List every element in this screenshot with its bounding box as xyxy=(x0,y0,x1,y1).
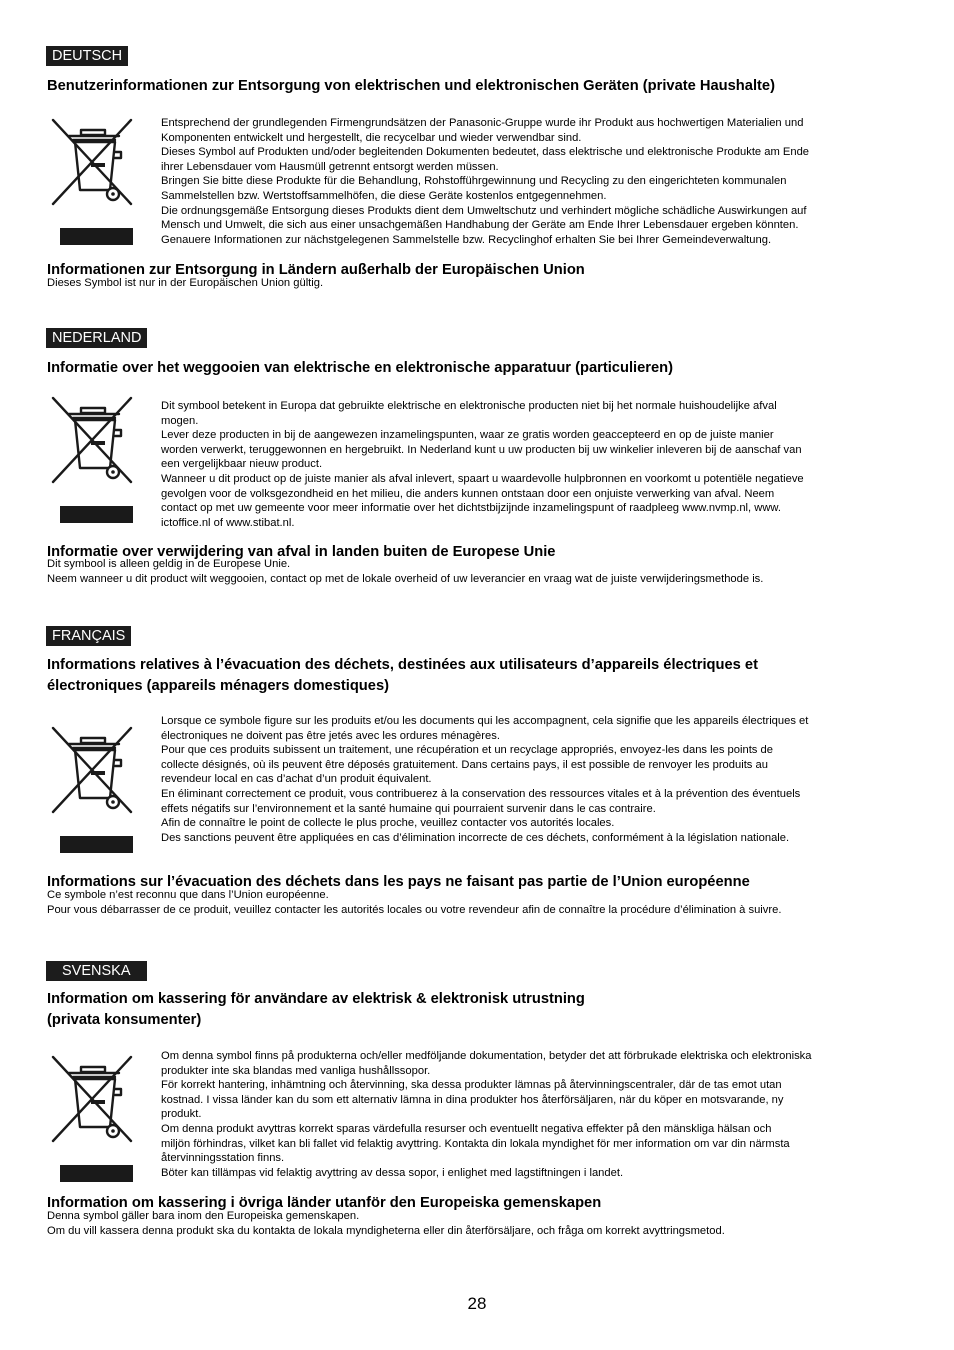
subsection-line: Dieses Symbol ist nur in der Europäischen Union gültig. xyxy=(47,277,324,289)
body-line: ictoffice.nl of www.stibat.nl. xyxy=(161,516,295,529)
body-line: ihrer Lebensdauer vom Hausmüll getrennt entsorgt werden müssen. xyxy=(161,160,499,173)
body-line: Genauere Informationen zur nächstgelegenen Sammelstelle bzw. Recyclinghof erhalten Sie bei Ihrer Gemeindeverwaltung. xyxy=(161,233,772,246)
subsection-line: Dit symbool is alleen geldig in de Europese Unie. xyxy=(47,558,291,570)
subsection-line: Denna symbol gäller bara inom den Europeiska gemenskapen. xyxy=(47,1210,360,1222)
section-title xyxy=(47,76,907,97)
body-line: collecte désignés, où ils peuvent être déposés gratuitement. Dans certains pays, il est possible de renvoyer les produits au xyxy=(161,758,768,771)
subsection-title: Information om kassering i övriga länder utanför den Europeiska gemenskapen xyxy=(47,1195,602,1211)
body-line: Pour que ces produits subissent un traitement, une récupération et un recyclage appropriés, envoyez-les dans les points de xyxy=(161,744,773,757)
body-line: Böter kan tillämpas vid felaktig avyttring av dessa sopor, i enlighet med lagstiftningen i landet. xyxy=(161,1166,624,1179)
section-body xyxy=(161,116,911,247)
section-body xyxy=(161,1049,911,1180)
subsection-line: Neem wanneer u dit product wilt weggooien, contact op met de lokale overheid of uw leverancier en vraag wat de juiste verwijderingsmethode is. xyxy=(47,572,764,585)
body-line: revendeur local en cas d’achat d’un produit équivalent. xyxy=(161,773,432,786)
body-line: effets négatifs sur l’environnement et la santé humaine qui pourraient survenir dans le cas contraire. xyxy=(161,802,656,815)
body-line: Bringen Sie bitte diese Produkte für die Behandlung, Rohstofführgewinnung und Recycling zu den eingerichteten kommunalen xyxy=(161,175,787,188)
section-title-line: Informations relatives à l’évacuation des déchets, destinées aux utilisateurs d’appareils électriques et xyxy=(47,657,758,673)
subsection-line: Om du vill kassera denna produkt ska du kontakta de lokala myndigheterna eller din återförsäljare, och fråga om korrekt avyttringsmetod. xyxy=(47,1224,725,1237)
body-line: Entsprechend der grundlegenden Firmengrundsätzen der Panasonic-Gruppe wurde ihr Produkt aus hochwertigen Materialien und xyxy=(161,117,804,129)
language-tab: FRANÇAIS xyxy=(46,626,131,646)
subsection-line: Ce symbole n’est reconnu que dans l’Union européenne. xyxy=(47,889,329,901)
crossed-out-wheelie-bin-icon xyxy=(47,114,139,246)
language-tab: NEDERLAND xyxy=(46,328,147,348)
subsection-line: Pour vous débarrasser de ce produit, veuillez contacter les autorités locales ou votre revendeur afin de connaître la procédure d’élimination à suivre. xyxy=(47,903,782,916)
body-line: En éliminant correctement ce produit, vous contribuerez à la conservation des ressources vitales et à la prévention des éventuels xyxy=(161,787,801,800)
body-line: Lorsque ce symbole figure sur les produits et/ou les documents qui les accompagnent, cela signifie que les appareils électriques et xyxy=(161,715,809,727)
body-line: worden verwerkt, teruggewonnen en hergebruikt. In Nederland kunt u uw producten bij uw winkelier inleveren bij de aanschaf van xyxy=(161,443,802,456)
subsection-body xyxy=(47,276,927,291)
body-line: contact op met uw gemeente voor meer informatie over het dichtstbijzijnde inzamelingspunt of raadpleeg www.nvmp.nl, www. xyxy=(161,502,781,515)
body-line: een vergelijkbaar nieuw product. xyxy=(161,458,323,471)
body-line: Wanneer u dit product op de juiste manier als afval inlevert, spaart u waardevolle hulpbronnen en voorkomt u potentiële negatieve xyxy=(161,472,804,485)
subsection-body xyxy=(47,888,927,917)
body-line: Des sanctions peuvent être appliquées en cas d’élimination incorrecte de ces déchets, conformément à la législation nationale. xyxy=(161,831,790,844)
section-title-line: Information om kassering för användare av elektrisk & elektronisk utrustning xyxy=(47,991,585,1007)
section-title xyxy=(47,358,907,379)
subsection-body xyxy=(47,557,927,586)
crossed-out-wheelie-bin-icon xyxy=(47,392,139,524)
body-line: miljön förhindras, vilket kan bli fallet vid felaktig avyttring. Kontakta din lokala myndighet för mer information om var din närmsta xyxy=(161,1137,790,1150)
body-line: Om denna symbol finns på produkterna och/eller medföljande dokumentation, betyder det att förbrukade elektriska och elektroniska xyxy=(161,1050,812,1062)
subsection-title: Informations sur l’évacuation des déchets dans les pays ne faisant pas partie de l’Union européenne xyxy=(47,874,750,890)
body-line: återvinningsstation finns. xyxy=(161,1152,285,1165)
section-title xyxy=(47,655,907,697)
body-line: Om denna produkt avyttras korrekt sparas värdefulla resurser och eventuellt negativa effekter på den mänskliga hälsan och xyxy=(161,1122,772,1135)
body-line: Dieses Symbol auf Produkten und/oder begleitenden Dokumenten bedeutet, dass elektrische und elektronische Produkte am Ende xyxy=(161,146,810,159)
language-tab: SVENSKA xyxy=(46,961,147,981)
crossed-out-wheelie-bin-icon xyxy=(47,1051,139,1183)
body-line: gevolgen voor de volksgezondheid en het milieu, die anders kunnen ontstaan door een onjuiste verwerking van afval. Neem xyxy=(161,487,775,500)
subsection-title: Informationen zur Entsorgung in Ländern außerhalb der Europäischen Union xyxy=(47,262,585,278)
body-line: kostnad. I vissa länder kan du som ett alternativ lämna in dina produkter hos återförsäljaren, när du köper en motsvarande, ny xyxy=(161,1093,784,1106)
body-line: mogen. xyxy=(161,414,199,427)
section-title xyxy=(47,989,907,1031)
language-tab: DEUTSCH xyxy=(46,46,128,66)
body-line: Lever deze producten in bij de aangewezen inzamelingspunten, waar ze gratis worden geaccepteerd en op de juiste manier xyxy=(161,429,774,442)
body-line: Afin de connaître le point de collecte le plus proche, veuillez contacter vos autorités locales. xyxy=(161,817,615,830)
body-line: produkt. xyxy=(161,1108,202,1121)
body-line: produkter inte ska blandas med vanliga hushållssopor. xyxy=(161,1064,431,1077)
crossed-out-wheelie-bin-icon xyxy=(47,722,139,854)
page-number: 28 xyxy=(467,1294,487,1313)
section-title-line: Benutzerinformationen zur Entsorgung von elektrischen und elektronischen Geräten (private Haushalte) xyxy=(47,78,775,94)
subsection-body xyxy=(47,1209,927,1238)
body-line: Dit symbool betekent in Europa dat gebruikte elektrische en elektronische producten niet bij het normale huishoudelijke afval xyxy=(161,400,777,412)
body-line: Sammelstellen bzw. Wertstoffsammelhöfen, die diese Geräte kostenlos entgegennehmen. xyxy=(161,189,607,202)
subsection-title: Informatie over verwijdering van afval in landen buiten de Europese Unie xyxy=(47,544,556,560)
section-title-line: Informatie over het weggooien van elektrische en elektronische apparatuur (particulieren) xyxy=(47,360,674,376)
body-line: Komponenten entwickelt und hergestellt, die recycelbar und wieder verwendbar sind. xyxy=(161,131,582,144)
section-title-line: électroniques (appareils ménagers domestiques) xyxy=(47,678,390,694)
body-line: För korrekt hantering, inhämtning och återvinning, ska dessa produkter lämnas på återvinningscentraler, där de tas emot utan xyxy=(161,1079,782,1092)
body-line: Die ordnungsgemäße Entsorgung dieses Produkts dient dem Umweltschutz und verhindert mögliche schädliche Auswirkungen auf xyxy=(161,204,807,217)
section-body xyxy=(161,714,911,845)
body-line: Mensch und Umwelt, die sich aus einer unsachgemäßen Handhabung der Geräte am Ende Ihrer Lebensdauer ergeben könnten. xyxy=(161,219,799,232)
section-body xyxy=(161,399,911,530)
body-line: électroniques ne doivent pas être jetés avec les ordures ménagères. xyxy=(161,729,500,742)
section-title-line: (privata konsumenter) xyxy=(47,1012,202,1028)
